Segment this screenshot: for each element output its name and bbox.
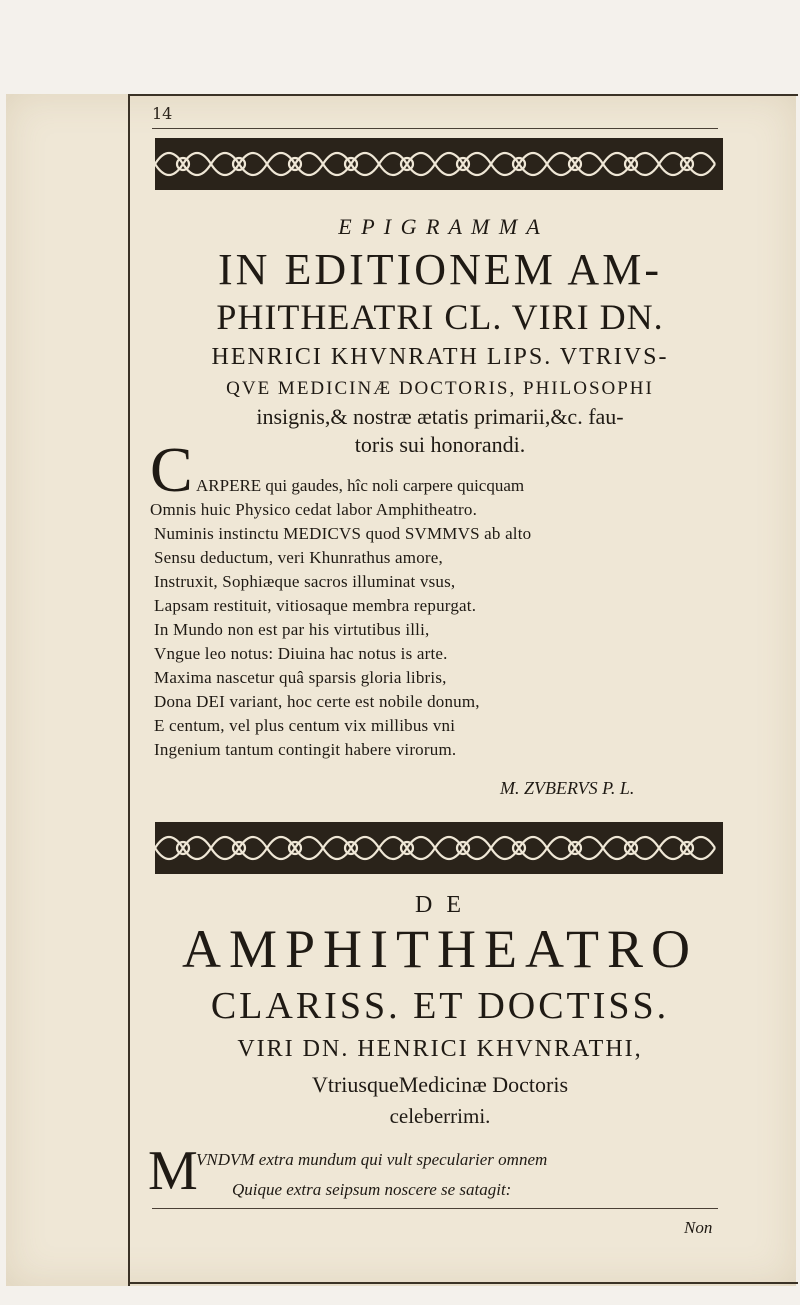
second-title-line-5: celeberrimi.: [389, 1104, 491, 1128]
verse-line: Vngue leo notus: Diuina hac notus is arte.: [154, 644, 448, 663]
catchword: Non: [684, 1218, 713, 1237]
verse-line: Ingenium tantum contingit habere virorum.: [154, 740, 457, 759]
verse-line: Numinis instinctu MEDICVS quod SVMMVS ab alto: [154, 524, 532, 543]
header-rule: [152, 128, 718, 129]
epigram-title-line-1: IN EDITIONEM AM-: [218, 245, 662, 294]
ornament-band-top: [155, 138, 723, 190]
verse-line: Dona DEI variant, hoc certe est nobile donum,: [154, 692, 480, 711]
verse-line: Instruxit, Sophiæque sacros illuminat vsus,: [154, 572, 456, 591]
verse-line: Maxima nascetur quâ sparsis gloria libris,: [154, 668, 447, 687]
second-title-line-1: AMPHITHEATRO: [181, 919, 698, 979]
verse-line: Omnis huic Physico cedat labor Amphitheatro.: [150, 500, 478, 519]
epigram-heading: E P I G R A M M A: [338, 214, 542, 239]
verse-line: E centum, vel plus centum vix millibus vni: [154, 716, 456, 735]
second-first-line: VNDVM extra mundum qui vult specularier omnem: [196, 1150, 548, 1169]
second-title-line-4: VtriusqueMedicinæ Doctoris: [311, 1072, 569, 1097]
epigram-signature: M. ZVBERVS P. L.: [500, 778, 635, 798]
verse-line: Sensu deductum, veri Khunrathus amore,: [154, 548, 443, 567]
frame-border-left: [128, 94, 130, 1286]
epigram-title-line-6: toris sui honorandi.: [354, 432, 526, 457]
verse-line: Lapsam restituit, vitiosaque membra repurgat.: [154, 596, 477, 615]
epigram-title-line-3: HENRICI KHVNRATH LIPS. VTRIVS-: [211, 344, 669, 370]
second-title-line-2: CLARISS. ET DOCTISS.: [210, 985, 670, 1027]
verse-first-line: ARPERE qui gaudes, hîc noli carpere quicquam: [196, 476, 525, 495]
ornament-band-middle: [155, 822, 723, 874]
frame-border-top: [130, 94, 798, 96]
epigram-title-line-5: insignis,& nostræ ætatis primarii,&c. fau-: [256, 404, 624, 429]
epigram-title-line-2: PHITHEATRI CL. VIRI DN.: [216, 297, 664, 337]
drop-cap-c: C: [150, 434, 193, 505]
second-heading: D E: [415, 892, 465, 918]
page-number: 14: [152, 104, 173, 123]
second-title-line-3: VIRI DN. HENRICI KHVNRATHI,: [237, 1036, 643, 1062]
drop-cap-m: M: [148, 1140, 198, 1202]
frame-border-bottom: [130, 1282, 798, 1284]
second-second-line: Quique extra seipsum noscere se satagit:: [232, 1180, 512, 1199]
verse-line: In Mundo non est par his virtutibus illi,: [154, 620, 430, 639]
epigram-title-line-4: QVE MEDICINÆ DOCTORIS, PHILOSOPHI: [226, 378, 654, 399]
footer-rule: [152, 1208, 718, 1209]
